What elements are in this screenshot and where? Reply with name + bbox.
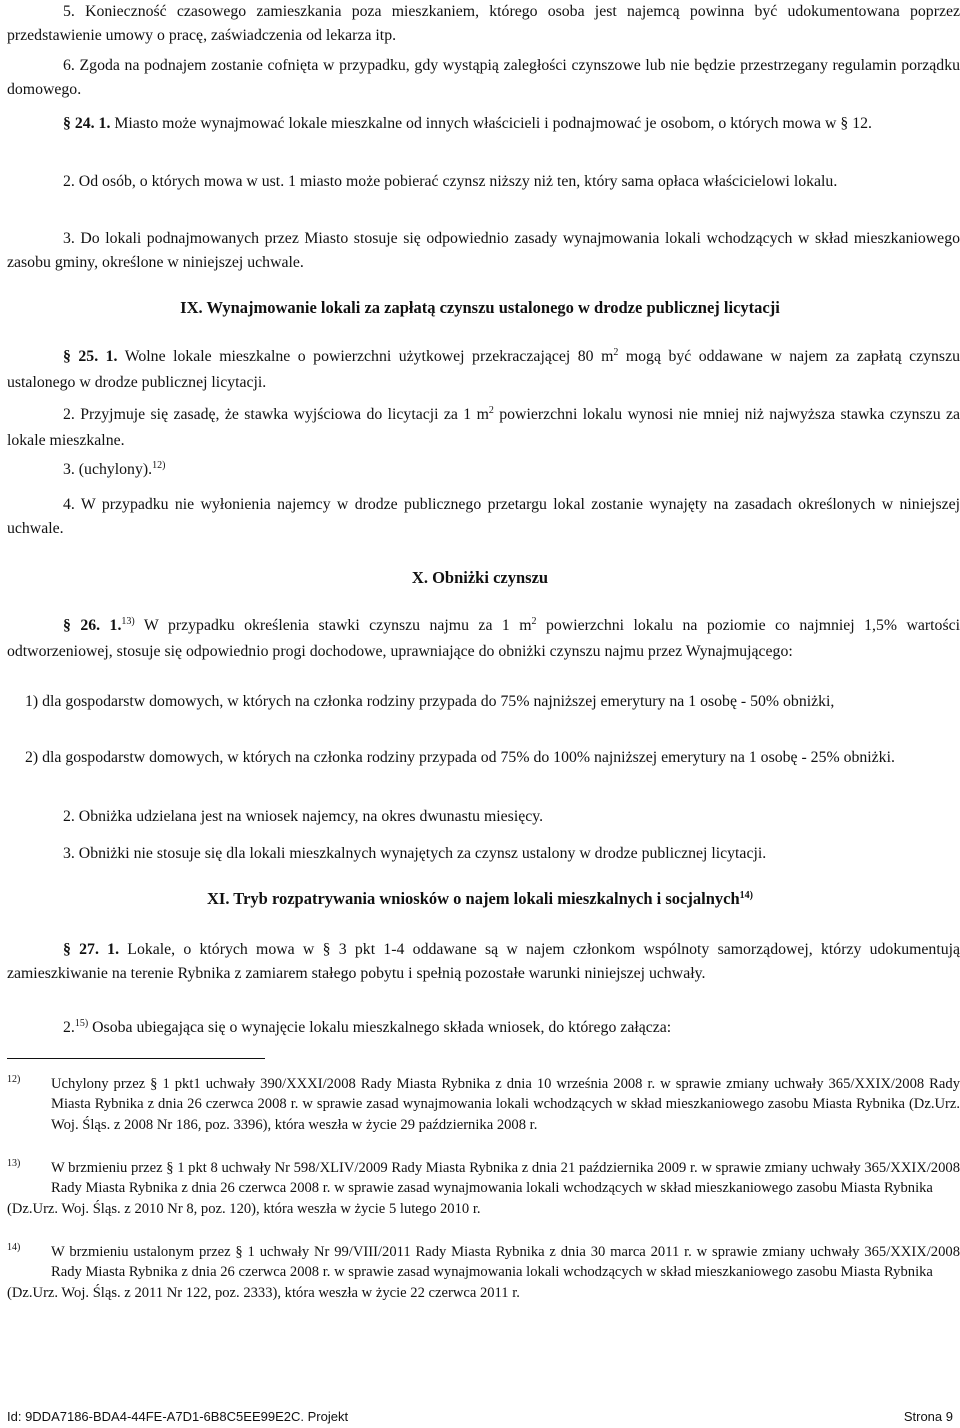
chapter-ix-heading: IX. Wynajmowanie lokali za zapłatą czynszu ustalonego w drodze publicznej licytacji — [180, 298, 780, 317]
list-item-2: 2) dla gospodarstw domowych, w których na członka rodziny przypada od 75% do 100% najniższej emerytury na 1 osobę - 25% obniżki. — [25, 749, 895, 766]
chapter-xi-heading: XI. Tryb rozpatrywania wniosków o najem lokali mieszkalnych i socjalnych$^{14)}$ — [207, 889, 753, 908]
footnote-13: 13) W brzmieniu przez § 1 pkt 8 uchwały Nr 598/XLIV/2009 Rady Miasta Rybnika z dnia 21 października 2009 r. w sprawie zmiany uchwały 365/XXIX/2008 Rady Miasta Rybnika z dnia 26 czerwca 2008 r. w sprawie zasad wynajmowania lokali wchodzących w skład mieszkaniowego zasobu Miasta Rybnika (Dz.Urz. Woj. Śląs. z 2010 Nr 8, poz. 120), która weszła w życie 5 lutego 2010 r. — [7, 1158, 960, 1217]
section-number: § 27. 1. — [63, 941, 120, 958]
section-24-para-3: 3. Do lokali podnajmowanych przez Miasto stosuje się odpowiednio zasady wynajmowania lokali wchodzących w skład mieszkaniowego zasobu gminy, określone w niniejszej uchwale. — [7, 230, 960, 271]
section-26-para-1: § 26. 1.$^{13)}$ W przypadku określenia stawki czynszu najmu za 1 $m^2$ powierzchni lokalu na poziomie co najmniej 1,5% wartości odtworzeniowej, stosuje się odpowiednio progi dochodowe, uprawniające do obniżki czynszu najmu przez Wynajmującego: — [7, 616, 960, 660]
section-27-para-2: 2.$^{15)}$ Osoba ubiegająca się o wynajęcie lokalu mieszkalnego składa wniosek, do którego załącza: — [63, 1018, 672, 1036]
section-number: § 24. 1. — [63, 115, 111, 132]
document-id: Id: 9DDA7186-BDA4-44FE-A7D1-6B8C5EE99E2C. Projekt — [7, 1409, 349, 1424]
page-footer — [7, 1408, 953, 1426]
page-number: Strona 9 — [903, 1409, 953, 1424]
section-25-para-3: 3. (uchylony).$^{12)}$ — [63, 460, 166, 478]
section-25-para-1: § 25. 1. Wolne lokale mieszkalne o powierzchni użytkowej przekraczającej 80 $m^2$ mogą być oddawane w najem za zapłatą czynszu ustalonego w drodze publicznej licytacji. — [7, 347, 960, 391]
section-27-para-1: § 27. 1. Lokale, o których mowa w § 3 pkt 1-4 oddawane są w najem członkom wspólnoty samorządowej, którzy udokumentują zamieszkiwanie na terenie Rybnika z zamiarem stałego pobytu i spełnią pozostałe warunki niniejszej uchwały. — [7, 941, 960, 982]
section-24-para-1: § 24. 1. Miasto może wynajmować lokale mieszkalne od innych właścicieli i podnajmować je osobom, o których mowa w § 12. — [63, 115, 872, 132]
list-item-1: 1) dla gospodarstw domowych, w których na członka rodziny przypada do 75% najniższej emerytury na 1 osobę - 50% obniżki, — [25, 693, 835, 710]
footnote-14: 14) W brzmieniu ustalonym przez § 1 uchwały Nr 99/VIII/2011 Rady Miasta Rybnika z dnia 30 marca 2011 r. w sprawie zmiany uchwały 365/XXIX/2008 Rady Miasta Rybnika z dnia 26 czerwca 2008 r. w sprawie zasad wynajmowania lokali wchodzących w skład mieszkaniowego zasobu Miasta Rybnika (Dz.Urz. Woj. Śląs. z 2011 Nr 122, poz. 2333), która weszła w życie 22 czerwca 2011 r. — [7, 1242, 960, 1301]
footnote-separator — [7, 1058, 265, 1059]
section-26-para-3: 3. Obniżki nie stosuje się dla lokali mieszkalnych wynajętych za czynsz ustalony w drodze publicznej licytacji. — [63, 845, 767, 862]
paragraph-5: 5. Konieczność czasowego zamieszkania poza mieszkaniem, którego osoba jest najemcą powinna być udokumentowana poprzez przedstawienie umowy o pracę, zaświadczenia od lekarza itp. — [7, 3, 960, 44]
footnote-12: 12) Uchylony przez § 1 pkt1 uchwały 390/XXXI/2008 Rady Miasta Rybnika z dnia 10 września 2008 r. w sprawie zmiany uchwały 365/XXIX/2008 Rady Miasta Rybnika z dnia 26 czerwca 2008 r. w sprawie zasad wynajmowania lokali wchodzących w skład mieszkaniowego zasobu Miasta Rybnika (Dz.Urz. Woj. Śląs. z 2008 Nr 186, poz. 3396), która weszła w życie 29 października 2008 r. — [7, 1074, 960, 1133]
paragraph-6: 6. Zgoda na podnajem zostanie cofnięta w przypadku, gdy wystąpią zaległości czynszowe lub nie będzie przestrzegany regulamin porządku domowego. — [7, 57, 960, 98]
section-25-para-4: 4. W przypadku nie wyłonienia najemcy w drodze publicznego przetargu lokal zostanie wynajęty na zasadach określonych w niniejszej uchwale. — [7, 496, 960, 537]
chapter-x-heading: X. Obniżki czynszu — [411, 568, 549, 587]
section-24-para-2: 2. Od osób, o których mowa w ust. 1 miasto może pobierać czynsz niższy niż ten, który sama opłaca właścicielowi lokalu. — [63, 173, 838, 190]
section-number: § 26. 1. — [63, 617, 122, 634]
section-26-para-2: 2. Obniżka udzielana jest na wniosek najemcy, na okres dwunastu miesięcy. — [63, 808, 544, 825]
section-number: § 25. 1. — [63, 348, 118, 365]
section-25-para-2: 2. Przyjmuje się zasadę, że stawka wyjściowa do licytacji za 1 $m^2$ powierzchni lokalu wynosi nie mniej niż najwyższa stawka czynszu za lokale mieszkalne. — [7, 405, 960, 449]
